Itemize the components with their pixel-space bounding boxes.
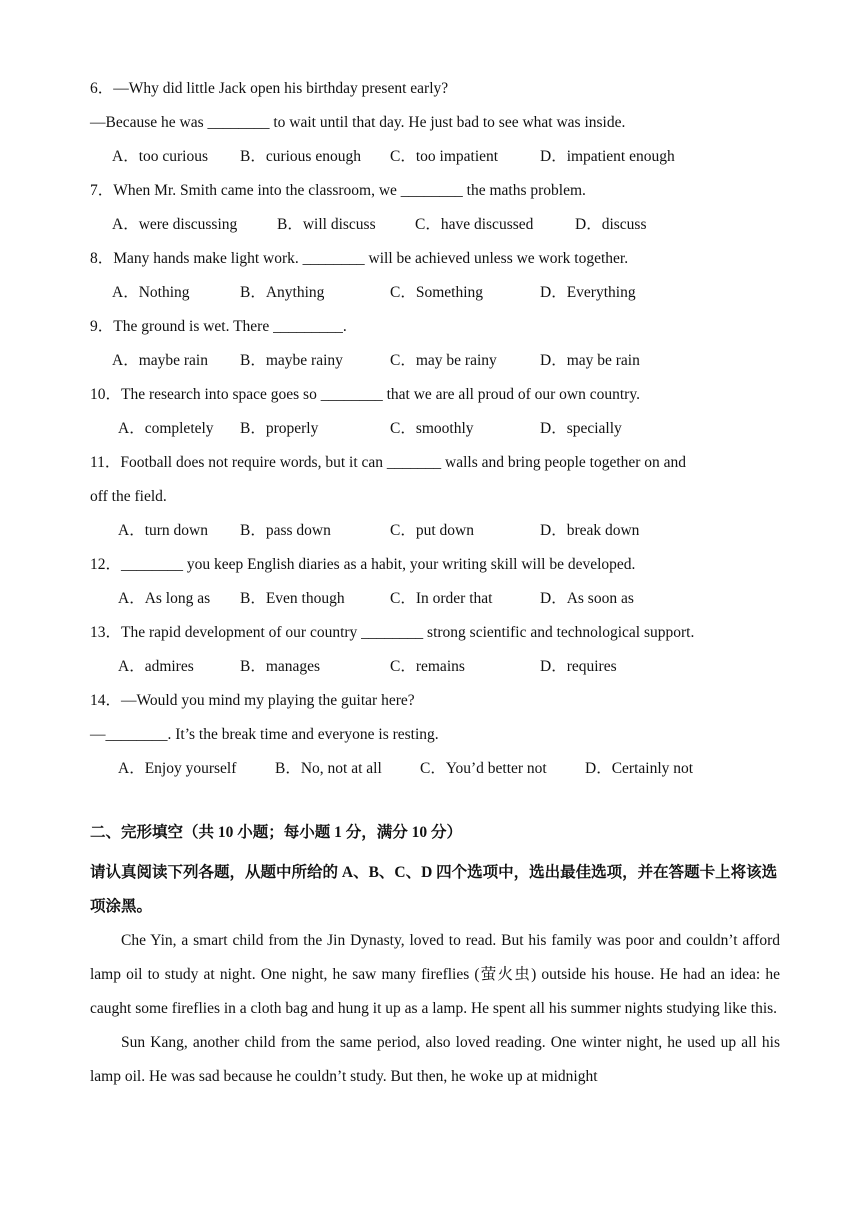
- option-d: D．requires: [540, 658, 617, 675]
- option-d: D．Everything: [540, 284, 636, 301]
- option-c: C．remains: [390, 658, 465, 675]
- exam-page: [90, 78, 780, 1094]
- option-b: B．properly: [240, 420, 319, 437]
- question-13-stem: 13．The rapid development of our country ________ strong scientific and technological support.: [90, 624, 695, 641]
- option-c: C．Something: [390, 284, 484, 301]
- section-heading: 二、完形填空（共 10 小题；每小题 1 分，满分 10 分）: [90, 824, 463, 841]
- question-12-stem: 12．________ you keep English diaries as a habit, your writing skill will be developed.: [90, 556, 636, 573]
- option-d: D．Certainly not: [585, 760, 694, 777]
- option-c: C．In order that: [390, 590, 493, 607]
- question-8-options: [90, 282, 780, 316]
- question-11-stem: 11．Football does not require words, but it can _______ walls and bring people together on and: [90, 454, 687, 471]
- option-a: A．completely: [118, 420, 214, 437]
- section-instruction: 请认真阅读下列各题，从题中所给的 A、B、C、D 四个选项中，选出最佳选项，并在答题卡上将该选项涂黑。: [90, 864, 778, 915]
- option-d: D．specially: [540, 420, 622, 437]
- question-7-stem: 7．When Mr. Smith came into the classroom, we ________ the maths problem.: [90, 182, 586, 199]
- question-8-stem: 8．Many hands make light work. ________ will be achieved unless we work together.: [90, 250, 629, 267]
- question-6-stem: 6．—Why did little Jack open his birthday present early?: [90, 80, 449, 97]
- option-c: C．You’d better not: [420, 760, 547, 777]
- question-7-options: [90, 214, 780, 248]
- option-b: B．manages: [240, 658, 321, 675]
- option-a: A．maybe rain: [112, 352, 208, 369]
- option-c: C．may be rainy: [390, 352, 497, 369]
- question-10-stem: 10．The research into space goes so ________ that we are all proud of our own country.: [90, 386, 640, 403]
- question-6-options: [90, 146, 780, 180]
- question-13-options: [90, 656, 780, 690]
- option-a: A．Enjoy yourself: [118, 760, 237, 777]
- option-b: B．pass down: [240, 522, 331, 539]
- question-10-options: [90, 418, 780, 452]
- option-b: B．No, not at all: [275, 760, 382, 777]
- question-11-stem-cont: off the field.: [90, 488, 167, 505]
- option-a: A．As long as: [118, 590, 211, 607]
- option-d: D．discuss: [575, 216, 647, 233]
- question-12-options: [90, 588, 780, 622]
- option-b: B．Even though: [240, 590, 345, 607]
- question-14-stem-cont: —________. It’s the break time and everyone is resting.: [90, 726, 439, 743]
- option-a: A．turn down: [118, 522, 208, 539]
- option-a: A．Nothing: [112, 284, 190, 301]
- option-d: D．may be rain: [540, 352, 640, 369]
- question-11-options: [90, 520, 780, 554]
- option-b: B．Anything: [240, 284, 325, 301]
- option-c: C．have discussed: [415, 216, 534, 233]
- passage-paragraph-1: Che Yin, a smart child from the Jin Dynasty, loved to read. But his family was poor and couldn’t afford lamp oil to study at night. One night, he saw many fireflies (萤火虫) outside his house. He had an idea: he caught some fireflies in a cloth bag and hung it up as a lamp. He spent all his summer nights studying like this.: [90, 932, 780, 1017]
- option-b: B．curious enough: [240, 148, 361, 165]
- question-6-stem-cont: —Because he was ________ to wait until that day. He just bad to see what was inside.: [90, 114, 626, 131]
- option-a: A．too curious: [112, 148, 209, 165]
- question-9-options: [90, 350, 780, 384]
- passage-paragraph-2: Sun Kang, another child from the same period, also loved reading. One winter night, he used up all his lamp oil. He was sad because he couldn’t study. But then, he woke up at midnight: [90, 1034, 780, 1085]
- question-14-options: [90, 758, 780, 792]
- option-d: D．As soon as: [540, 590, 634, 607]
- question-9-stem: 9．The ground is wet. There _________.: [90, 318, 347, 335]
- option-b: B．will discuss: [277, 216, 376, 233]
- question-14-stem: 14．—Would you mind my playing the guitar here?: [90, 692, 415, 709]
- option-a: A．admires: [118, 658, 194, 675]
- option-c: C．put down: [390, 522, 474, 539]
- option-a: A．were discussing: [112, 216, 238, 233]
- option-b: B．maybe rainy: [240, 352, 343, 369]
- option-c: C．too impatient: [390, 148, 499, 165]
- option-d: D．impatient enough: [540, 148, 675, 165]
- option-c: C．smoothly: [390, 420, 474, 437]
- option-d: D．break down: [540, 522, 640, 539]
